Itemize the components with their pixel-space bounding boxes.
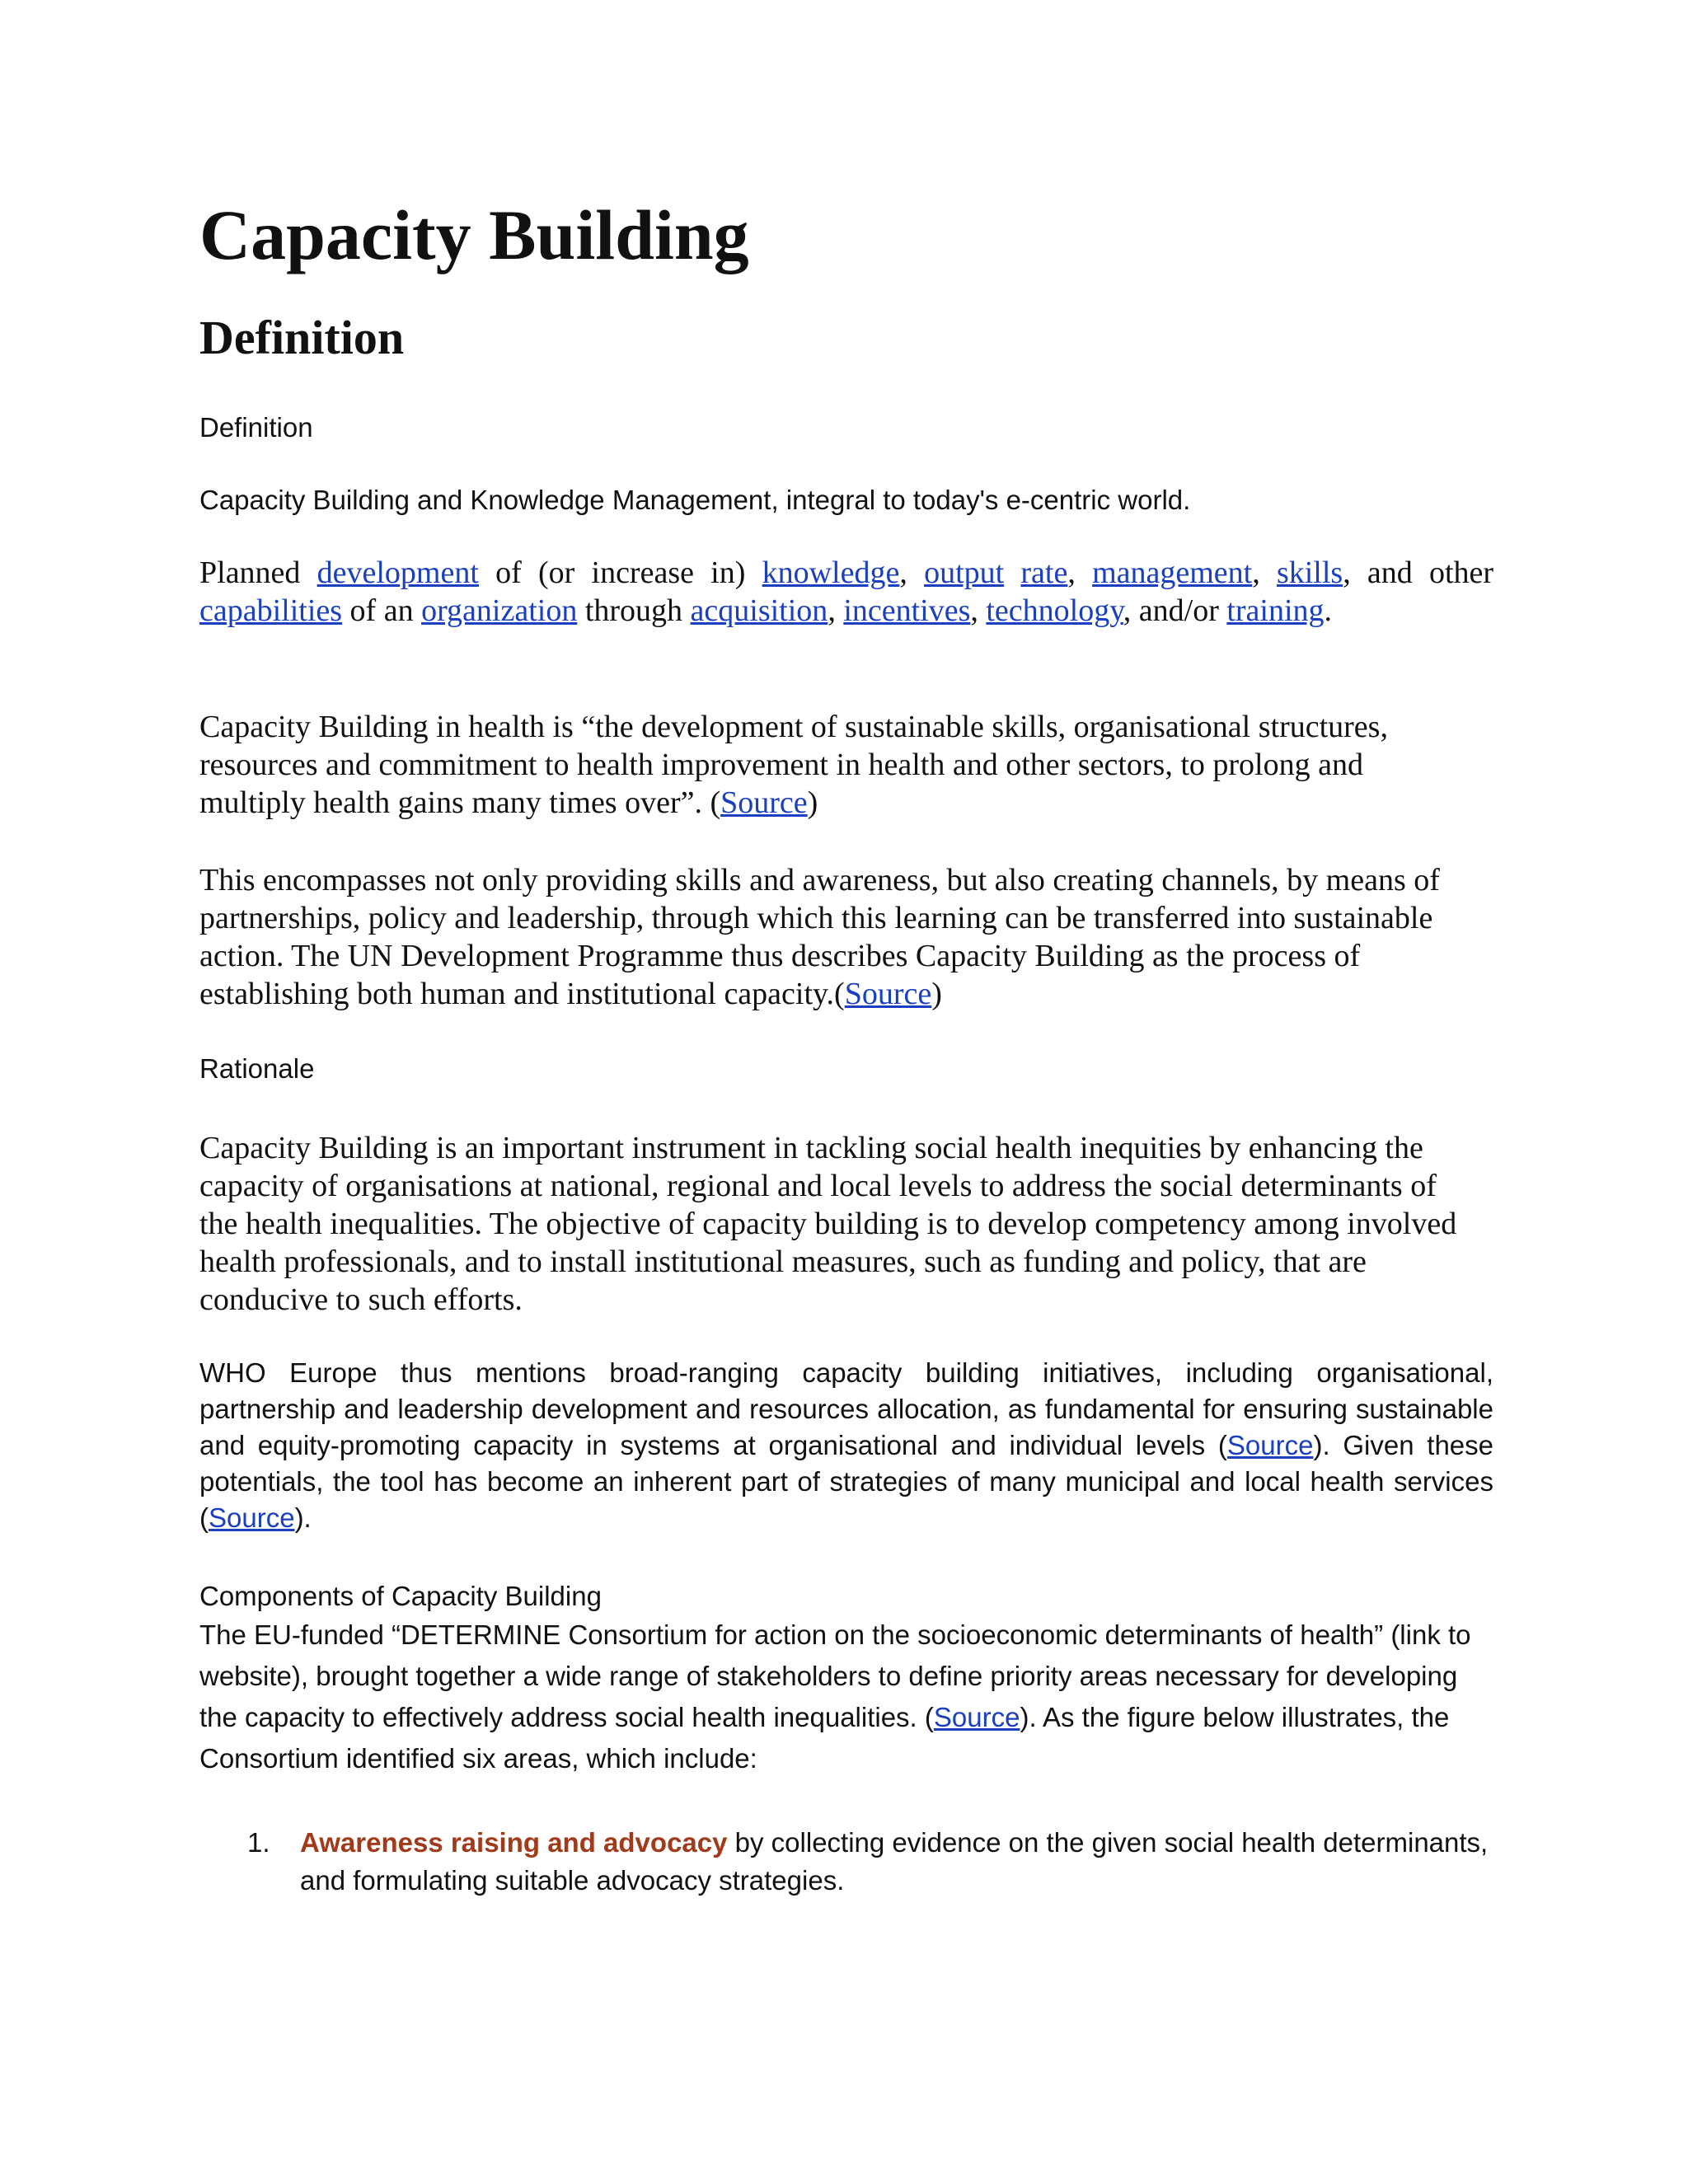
text-span: The EU-funded “DETERMINE Consortium for action on the socioeconomic determinants of health” (link to website), brought together a wide range of stakeholders to define priority areas necessary for developing the capacity to effectively address social health inequalities. ( — [199, 1619, 1471, 1732]
source-link[interactable]: Source — [720, 785, 808, 820]
text-span: , — [828, 593, 844, 628]
source-link[interactable]: Source — [844, 977, 932, 1011]
encompasses-paragraph — [199, 861, 1469, 1013]
link-acquisition[interactable]: acquisition — [690, 593, 828, 628]
text-span: ) — [807, 785, 818, 820]
planned-development-paragraph — [199, 554, 1493, 630]
text-span: WHO Europe thus mentions broad-ranging capacity building initiatives, including organisational, partnership and leadership development and resources allocation, as fundamental for ensuring sustainable and equity-promoting capacity in systems at organisational and individual levels ( — [199, 1357, 1493, 1460]
text-span: ). Given these potentials, the tool has become an inherent part of strategies of many municipal and local health services ( — [199, 1430, 1493, 1533]
text-span: through — [577, 593, 691, 628]
text-span: Planned — [199, 555, 317, 590]
source-link[interactable]: Source — [209, 1502, 295, 1533]
text-span: , and other — [1343, 555, 1494, 590]
text-span: of (or increase in) — [478, 555, 762, 590]
link-capabilities[interactable]: capabilities — [199, 593, 343, 628]
intro-paragraph: Capacity Building and Knowledge Management, integral to today's e-centric world. — [199, 485, 1191, 515]
text-span: , — [1252, 555, 1277, 590]
list-item — [247, 1824, 1493, 1900]
components-paragraph — [199, 1615, 1485, 1779]
text-span: This encompasses not only providing skills and awareness, but also creating channels, by means of partnerships, policy and leadership, through which this learning can be transferred into sustainable action. The UN Development Programme thus describes Capacity Building as the process of establishing both human and institutional capacity.( — [199, 863, 1440, 1011]
text-span: Capacity Building in health is “the development of sustainable skills, organisational structures, resources and commitment to health improvement in health and other sectors, to prolong and multiply health gains many times over”. ( — [199, 710, 1388, 820]
text-span: of an — [342, 593, 422, 628]
text-span: , — [970, 593, 987, 628]
components-heading: Components of Capacity Building — [199, 1581, 602, 1611]
rationale-label: Rationale — [199, 1053, 315, 1084]
link-organization[interactable]: organization — [421, 593, 578, 628]
link-training[interactable]: training — [1226, 593, 1325, 628]
link-incentives[interactable]: incentives — [843, 593, 971, 628]
text-span: ). As the figure below illustrates, the Consortium identified six areas, which include: — [199, 1702, 1450, 1774]
link-technology[interactable]: technology — [986, 593, 1123, 628]
list-number: 1. — [247, 1827, 270, 1858]
definition-label: Definition — [199, 412, 313, 443]
text-span: . — [1324, 593, 1333, 628]
text-span: , and/or — [1123, 593, 1227, 628]
text-span: by collecting evidence on the given social health determinants, and formulating suitable advocacy strategies. — [300, 1827, 1489, 1896]
rationale-paragraph: Capacity Building is an important instrument in tackling social health inequities by enhancing the capacity of organisations at national, regional and local levels to address the social determinants of the health inequalities. The objective of capacity building is to develop competency among involved health professionals, and to install institutional measures, such as funding and policy, that are conducive to such efforts. — [199, 1131, 1457, 1317]
text-span: , — [899, 555, 925, 590]
section-heading-definition: Definition — [199, 311, 405, 364]
link-skills[interactable]: skills — [1276, 555, 1343, 590]
link-development[interactable]: development — [316, 555, 479, 590]
text-span: ). — [294, 1502, 312, 1533]
link-output[interactable]: output — [924, 555, 1005, 590]
text-span: , — [1067, 555, 1093, 590]
who-europe-paragraph — [199, 1355, 1493, 1536]
list-item-text — [300, 1824, 1493, 1900]
link-management[interactable]: management — [1092, 555, 1253, 590]
link-rate[interactable]: rate — [1020, 555, 1068, 590]
health-definition-paragraph — [199, 708, 1469, 822]
text-span — [1004, 555, 1020, 590]
list-item-emphasis: Awareness raising and advocacy — [300, 1827, 728, 1858]
source-link[interactable]: Source — [1226, 1430, 1314, 1460]
text-span: ) — [931, 977, 942, 1011]
link-knowledge[interactable]: knowledge — [762, 555, 900, 590]
page-title: Capacity Building — [199, 195, 749, 274]
source-link[interactable]: Source — [933, 1702, 1020, 1732]
